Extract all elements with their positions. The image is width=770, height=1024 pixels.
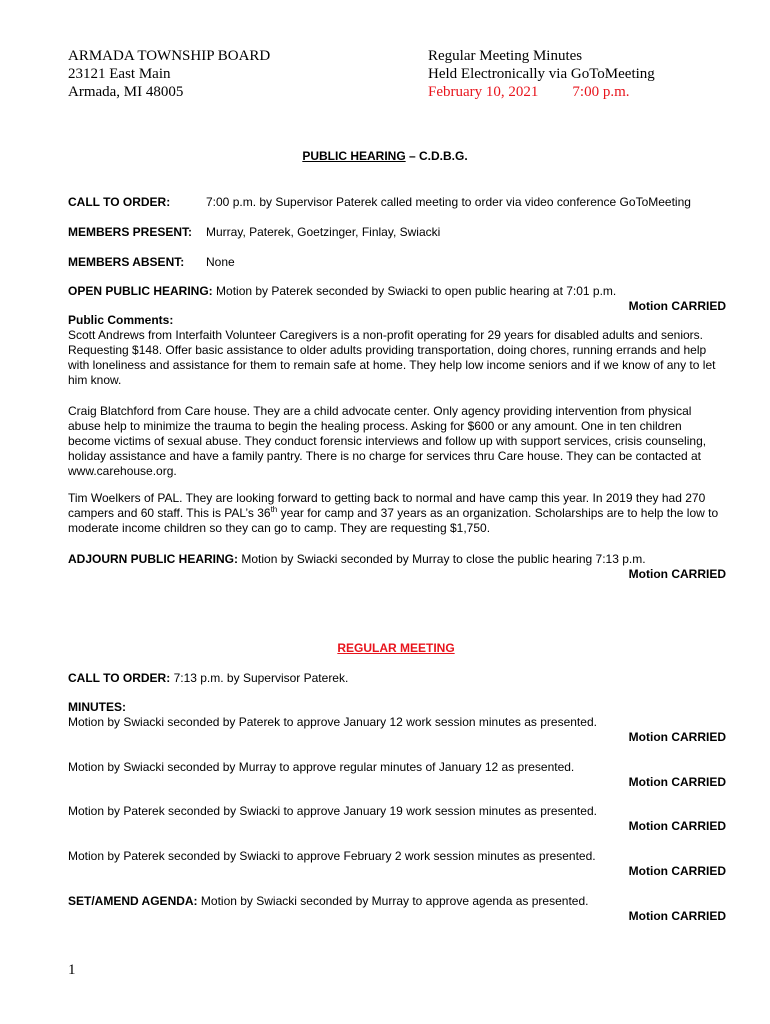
motion-result: Motion CARRIED (628, 864, 726, 878)
adjourn-public-hearing (68, 552, 726, 567)
meeting-date-time (428, 83, 655, 101)
public-comments-label: Public Comments: (68, 313, 174, 327)
rm-call-to-order-label: CALL TO ORDER: (68, 671, 171, 685)
motion-item: Motion by Swiacki seconded by Murray to approve regular minutes of January 12 as presented. (68, 760, 575, 774)
agenda-label: SET/AMEND AGENDA: (68, 894, 198, 908)
minutes-label: MINUTES: (68, 700, 126, 714)
comment-care-house: Craig Blatchford from Care house. They are a child advocate center. Only agency providing intervention from physical abuse help to minimize the trauma to begin the healing process. Asking for $600 or any amount. One in ten children become victims of sexual abuse. They conduct forensic interviews and follow up with support services, crisis counseling, holiday assistance and have a family pantry. There is no charge for services thru Care house. They can be contacted at www.carehouse.org. (68, 404, 707, 478)
meeting-time: 7:00 p.m. (572, 84, 630, 100)
members-present-label: MEMBERS PRESENT: (68, 225, 193, 239)
motion-result: Motion CARRIED (628, 819, 726, 833)
meeting-type: Regular Meeting Minutes (428, 48, 583, 64)
members-absent-text: None (206, 255, 235, 269)
header-address (68, 47, 270, 101)
open-public-hearing-result: Motion CARRIED (628, 299, 726, 313)
members-present-text: Murray, Paterek, Goetzinger, Finlay, Swiacki (206, 225, 441, 239)
comment-interfaith: Scott Andrews from Interfaith Volunteer Caregivers is a non-profit operating for 29 years for disabled adults and seniors. Requesting $148. Offer basic assistance to older adults providing transportation, doing chores, running errands and help with loneliness and assistance for them to remain safe at home. They help low income seniors and if we know of any to let him know. (68, 328, 716, 387)
members-absent (68, 255, 726, 270)
members-absent-label: MEMBERS ABSENT: (68, 255, 185, 269)
page-number: 1 (68, 962, 76, 978)
ph-call-to-order (68, 195, 726, 210)
agenda-text: Motion by Swiacki seconded by Murray to approve agenda as presented. (197, 894, 589, 908)
motion-item: Motion by Paterek seconded by Swiacki to approve January 19 work session minutes as presented. (68, 804, 597, 818)
open-public-hearing-label: OPEN PUBLIC HEARING: (68, 284, 213, 298)
motion-result: Motion CARRIED (628, 730, 726, 744)
street-address: 23121 East Main (68, 66, 171, 82)
meeting-date: February 10, 2021 (428, 84, 539, 100)
agenda-result: Motion CARRIED (628, 909, 726, 923)
set-amend-agenda (68, 894, 726, 909)
adjourn-result: Motion CARRIED (628, 567, 726, 581)
motion-item: Motion by Paterek seconded by Swiacki to approve February 2 work session minutes as presented. (68, 849, 596, 863)
comment-pal-block (68, 491, 726, 536)
city-state-zip: Armada, MI 48005 (68, 84, 184, 100)
members-present (68, 225, 726, 240)
header-meeting-info (428, 47, 655, 101)
public-comments (68, 313, 726, 388)
comment-pal: Tim Woelkers of PAL. They are looking forward to getting back to normal and have camp this year. In 2019 they had 270 campers and 60 staff. This is PAL’s 36th year for camp and 37 years as an organization. Scholarships are to help the low to moderate income children so they can go to camp. They are requesting $1,750. (68, 491, 719, 535)
meeting-method: Held Electronically via GoToMeeting (428, 66, 655, 82)
motion-result: Motion CARRIED (628, 775, 726, 789)
adjourn-label: ADJOURN PUBLIC HEARING: (68, 552, 239, 566)
motion-item: Motion by Swiacki seconded by Paterek to approve January 12 work session minutes as presented. (68, 715, 597, 729)
rm-call-to-order (68, 671, 726, 686)
regular-meeting-title: REGULAR MEETING (337, 641, 455, 655)
open-public-hearing (68, 284, 726, 299)
board-name: ARMADA TOWNSHIP BOARD (68, 48, 271, 64)
ph-call-to-order-label: CALL TO ORDER: (68, 195, 171, 209)
open-public-hearing-text: Motion by Paterek seconded by Swiacki to open public hearing at 7:01 p.m. (212, 284, 617, 298)
ph-call-to-order-text: 7:00 p.m. by Supervisor Paterek called meeting to order via video conference GoToMeeting (206, 195, 691, 209)
comment-care-house-block (68, 404, 726, 479)
public-hearing-title: PUBLIC HEARING – C.D.B.G. (302, 149, 468, 163)
rm-call-to-order-text: 7:13 p.m. by Supervisor Paterek. (170, 671, 349, 685)
adjourn-text: Motion by Swiacki seconded by Murray to close the public hearing 7:13 p.m. (238, 552, 646, 566)
